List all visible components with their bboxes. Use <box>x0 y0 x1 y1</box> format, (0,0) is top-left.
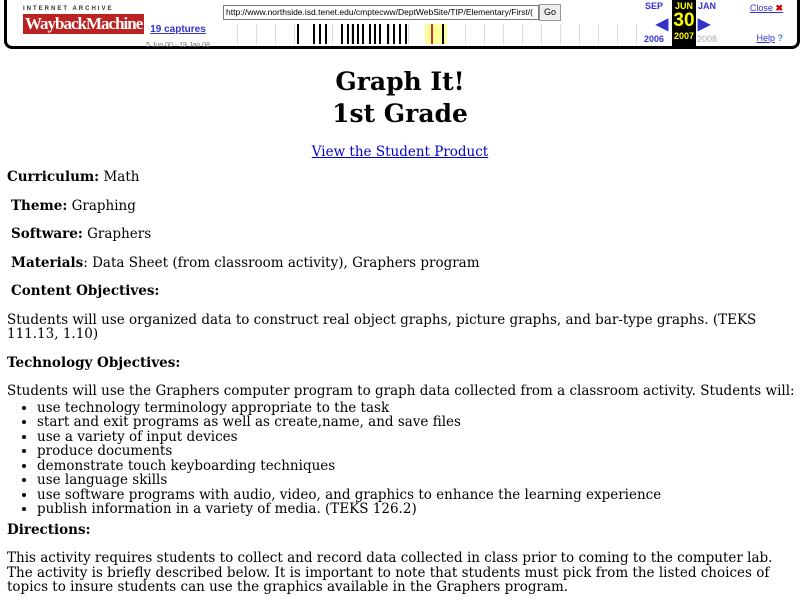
software <box>11 227 797 242</box>
list-item: • use language skills <box>37 473 797 488</box>
tech-objectives-text: Students will use the Graphers computer program to graph data collected from a classroom activity. Students will: <box>7 383 795 399</box>
curriculum-label: Curriculum: <box>7 169 100 185</box>
help-link[interactable] <box>756 33 783 43</box>
materials-value: : Data Sheet (from classroom activity), Graphers program <box>83 254 480 271</box>
list-item: • publish information in a variety of media. (TEKS 126.2) <box>37 502 797 517</box>
captures-range: 5 Jun 00 - 19 Jan 08 <box>146 42 210 49</box>
cur-year: 2007 <box>673 31 695 41</box>
title-line1: Graph It! <box>335 67 465 96</box>
wayback-logo[interactable]: WaybackMachine <box>25 14 143 33</box>
page-content <box>7 170 797 595</box>
next-month[interactable]: JAN <box>697 1 716 11</box>
prev-year: 2006 <box>643 34 665 44</box>
go-button[interactable]: Go <box>539 4 561 21</box>
list-item: • use technology terminology appropriate to the task <box>37 401 797 416</box>
close-link[interactable] <box>750 3 783 14</box>
wayback-logo-top: INTERNET ARCHIVE <box>23 6 114 12</box>
page-title <box>0 66 800 130</box>
content-objectives-text: Students will use organized data to construct real object graphs, picture graphs, and bar-type graphs. (TEKS 111.13, 1.10) <box>7 311 757 342</box>
cur-day: 30 <box>673 10 695 31</box>
close-icon[interactable]: ✖ <box>775 3 783 13</box>
list-item: • use a variety of input devices <box>37 430 797 445</box>
materials <box>11 256 797 271</box>
next-arrow-icon[interactable]: ▶ <box>697 16 711 33</box>
tech-objectives-list <box>7 401 797 517</box>
student-product-link-wrap <box>0 144 800 160</box>
prev-month[interactable]: SEP <box>644 1 663 11</box>
theme-label: Theme: <box>11 197 68 214</box>
help-label[interactable]: Help <box>756 33 775 43</box>
list-item: • demonstrate touch keyboarding techniques <box>37 459 797 474</box>
theme-value: Graphing <box>67 197 136 214</box>
software-label: Software: <box>11 226 83 242</box>
timeline-highlight <box>425 24 447 44</box>
list-item: • start and exit programs as well as create,name, and save files <box>37 415 797 430</box>
close-label[interactable]: Close <box>749 3 773 13</box>
directions-heading: Directions: <box>7 521 91 538</box>
help-icon[interactable]: ? <box>777 33 783 43</box>
materials-label: Materials <box>11 254 84 271</box>
captures <box>143 24 213 50</box>
cur-month: JUN <box>674 1 693 11</box>
list-item: • produce documents <box>37 444 797 459</box>
curriculum-value: Math <box>99 169 140 185</box>
wayback-toolbar <box>4 0 800 49</box>
content-objectives-heading: Content Objectives: <box>11 283 160 299</box>
url-input[interactable]: http://www.northside.isd.tenet.edu/cmptecww/DeptWebSite/TIP/Elementary/First/( <box>223 5 539 20</box>
list-item: • use software programs with audio, video, and graphics to enhance the learning experience <box>37 488 797 503</box>
software-value: Graphers <box>82 226 152 242</box>
directions-text: This activity requires students to collect and record data collected in class prior to coming to the computer lab. The activity is briefly described below. It is important to note that students must pick from the listed choices of topics to insure students can use the graphics available in the Graphers program. <box>7 550 773 595</box>
next-year: 2008 <box>696 34 718 44</box>
theme <box>11 199 797 214</box>
curriculum <box>7 170 797 185</box>
captures-link[interactable]: 19 captures <box>150 24 206 35</box>
tech-objectives-heading: Technology Objectives: <box>7 354 181 371</box>
prev-arrow-icon[interactable]: ◀ <box>655 16 669 33</box>
title-line2: 1st Grade <box>332 99 468 128</box>
student-product-link[interactable]: View the Student Product <box>311 144 489 160</box>
